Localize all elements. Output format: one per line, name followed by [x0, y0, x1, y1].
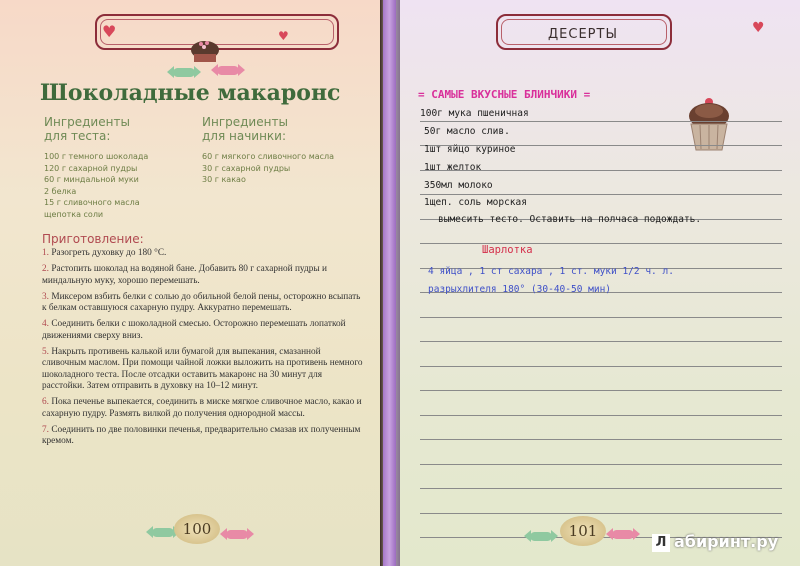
- heart-icon: ♥: [278, 29, 289, 43]
- candy-icon: [530, 532, 552, 541]
- step-item: 3. Миксером взбить белки с солью до обильной белой пены, осторожно всыпать к белкам оставшуюся сахарную пудру. Аккуратно перемешать.: [42, 291, 361, 314]
- step-item: 1. Разогреть духовку до 180 °С.: [42, 248, 167, 258]
- candy-icon: [226, 530, 248, 539]
- handwritten-subheading: Шарлотка: [482, 244, 533, 256]
- watermark: Л абиринт.ру: [652, 532, 778, 552]
- labirint-logo-icon: Л: [652, 534, 670, 552]
- recipe-title: Шоколадные макаронс: [40, 80, 341, 106]
- list-item: 120 г сахарной пудры: [44, 163, 138, 173]
- list-item: щепотка соли: [44, 209, 104, 219]
- step-item: 4. Соединить белки с шоколадной смесью. Осторожно перемешать лопаткой движениями сверху вниз.: [42, 319, 346, 341]
- bookmark-ribbon: [383, 0, 396, 566]
- ingredients-filling-list: [202, 151, 334, 186]
- heart-icon: ♥: [102, 22, 117, 41]
- candy-icon: [152, 528, 174, 537]
- step-item: 5. Накрыть противень калькой или бумагой для выпекания, смазанной сливочным маслом. При помощи чайной ложки выложить на противень немного шоколадного теста. После отсадки оставить макаронс на 30 минут для расстойки. Затем отправить в духовку на 10–12 минут.: [42, 347, 363, 391]
- handwritten-line: вымесить тесто. Оставить на полчаса подождать.: [438, 214, 702, 225]
- handwritten-line: 1шт желток: [424, 162, 482, 173]
- page-number: 101: [560, 516, 606, 546]
- list-item: 30 г сахарной пудры: [202, 163, 291, 173]
- list-item: 2 белка: [44, 186, 77, 196]
- handwritten-line: разрыхлителя 180° (30-40-50 мин): [428, 284, 612, 295]
- handwritten-line: 4 яйца , 1 ст сахара , 1 ст. муки 1/2 ч. л.: [428, 266, 674, 277]
- ingredients-dough-heading: Ингредиенты для теста:: [44, 115, 130, 143]
- list-item: 60 г мягкого сливочного масла: [202, 152, 335, 161]
- step-item: 6. Пока печенье выпекается, соединить в миске мягкое сливочное масло, какао и сахарную пудру. Размять вилкой до получения однородной массы.: [42, 397, 362, 419]
- handwritten-line: 50г масло слив.: [424, 126, 510, 137]
- step-item: 7. Соединить по две половинки печенья, предварительно смазав их полученным кремом.: [42, 424, 361, 447]
- ingredients-filling-heading: Ингредиенты для начинки:: [202, 115, 288, 143]
- cupcake-icon: [188, 36, 222, 66]
- handwritten-line: 1шт яйцо куриное: [424, 144, 516, 155]
- list-item: 15 г сливочного масла: [44, 198, 140, 208]
- heart-icon: ♥: [752, 20, 765, 36]
- list-item: 60 г миндальной муки: [44, 175, 139, 185]
- handwritten-line: 350мл молоко: [424, 180, 493, 191]
- handwritten-line: 100г мука пшеничная: [420, 108, 529, 119]
- steps-list: [42, 248, 364, 452]
- candy-icon: [173, 68, 195, 77]
- list-item: 30 г какао: [202, 175, 246, 185]
- candy-icon: [217, 66, 239, 75]
- list-item: 100 г темного шоколада: [44, 152, 149, 161]
- handwritten-heading: = САМЫЕ ВКУСНЫЕ БЛИНЧИКИ =: [418, 88, 591, 101]
- handwritten-line: 1щеп. соль морская: [424, 197, 527, 208]
- page-number: 100: [174, 514, 220, 544]
- ingredients-dough-list: [44, 151, 148, 221]
- left-page: [0, 0, 388, 566]
- candy-icon: [612, 530, 634, 539]
- step-item: 2. Растопить шоколад на водяной бане. Добавить 80 г сахарной пудры и миндальную муку, хорошо перемешать.: [42, 264, 327, 286]
- section-title: ДЕСЕРТЫ: [548, 27, 618, 42]
- steps-heading: Приготовление:: [42, 232, 144, 246]
